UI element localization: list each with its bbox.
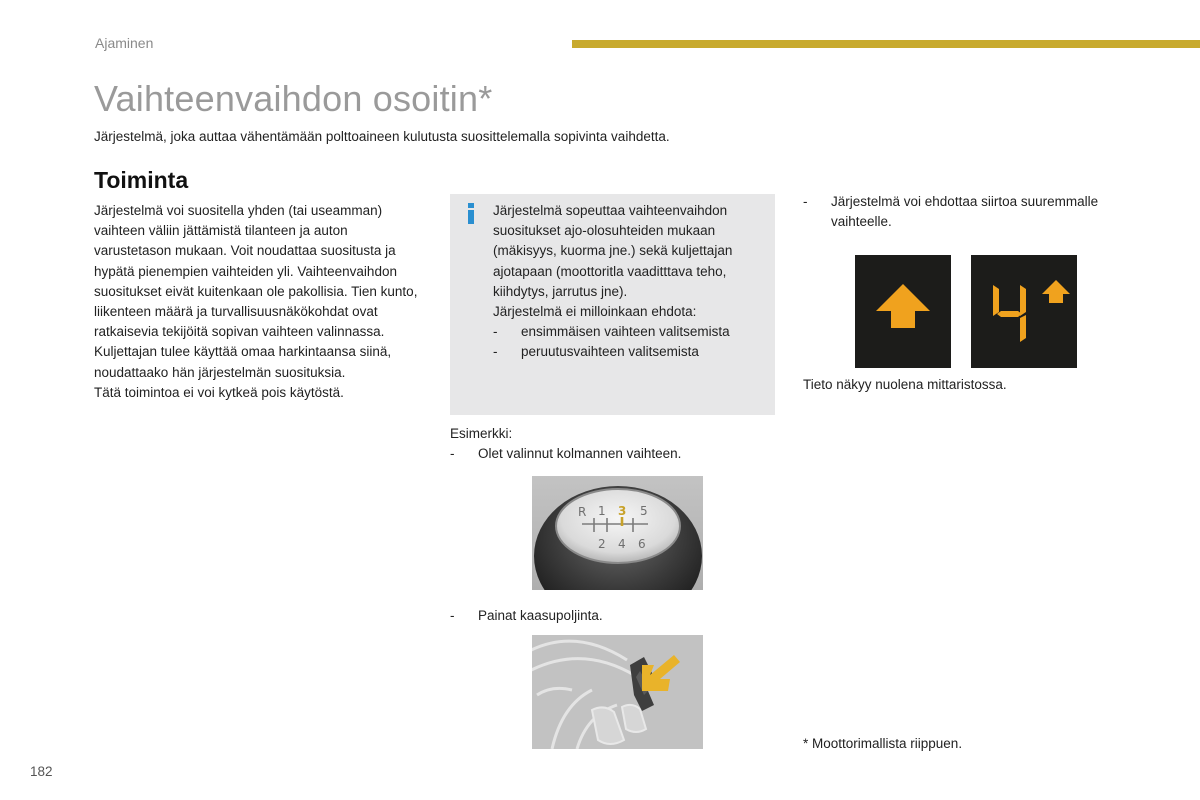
gear-knob-illustration [532,476,703,590]
example-step: Painat kaasupoljinta. [478,608,603,623]
page-number: 182 [30,764,53,779]
panel-divider [964,255,971,368]
gear-digit-4-icon [993,285,1026,342]
list-item [450,606,603,626]
page-subtitle: Järjestelmä, joka auttaa vähentämään polttoaineen kulutusta suosittelemalla sopivinta vaihdetta. [94,129,670,144]
list-dash: - [493,324,498,340]
header-accent-bar [572,40,1200,48]
accelerator-pedal-illustration [532,635,703,749]
upshift-suggestion-text: Järjestelmä voi ehdottaa siirtoa suuremmalle vaihteelle. [831,194,1099,230]
gear-digit-display [971,255,1077,368]
gear-knob-image [532,476,703,590]
up-arrow-icon [1042,280,1070,303]
list-item-text: ensimmäisen vaihteen valitsemista [521,324,730,340]
gear-label-highlighted: 3 [618,504,627,518]
gear-label: R [578,505,587,519]
list-dash: - [803,194,808,209]
list-item [450,444,770,464]
list-dash: - [450,446,455,462]
section-heading: Toiminta [94,167,189,193]
info-icon [463,202,479,224]
list-dash: - [450,608,455,623]
list-item [493,342,768,362]
section-body [94,201,424,403]
gear-label: 4 [618,537,626,551]
example-step: Olet valinnut kolmannen vaihteen. [478,446,682,462]
info-lead: Järjestelmä ei milloinkaan ehdota: [493,304,697,320]
accelerator-pedal-image [532,635,703,749]
display-caption: Tieto näkyy nuolena mittaristossa. [803,377,1007,392]
gear-label: 2 [598,537,606,551]
info-box-text [493,201,768,363]
gear-label: 5 [640,504,648,518]
up-arrow-icon [855,255,951,368]
body-paragraph: Tätä toimintoa ei voi kytkeä pois käytöstä. [94,384,344,400]
list-item [493,322,768,342]
list-item [803,192,1123,232]
gear-label: 6 [638,537,646,551]
page-title: Vaihteenvaihdon osoitin* [94,78,493,119]
list-dash: - [493,344,498,360]
section-label: Ajaminen [95,35,154,51]
footnote: * Moottorimallista riippuen. [803,736,963,751]
gear-label: 1 [598,504,606,518]
example-label: Esimerkki: [450,426,513,441]
info-paragraph: Järjestelmä sopeuttaa vaihteenvaihdon suositukset ajo-olosuhteiden mukaan (mäkisyys, kuorma jne.) sekä kuljettajan ajotapaan (moottoritla vaaditttava teho, kiihdytys, jarrutus jne). [493,203,733,299]
upshift-arrow-display [855,255,951,368]
body-paragraph: Järjestelmä voi suositella yhden (tai useamman) vaihteen väliin jättämistä tilanteen ja auton varustetason mukaan. Voit noudattaa suositusta ja hypätä pienempien vaihteiden yli. Vaihteenvaihdon suositukset eivät kuitenkaan ole pakollisia. Tien kunto, liikenteen määrä ja turvallisuusnäkökohdat ovat ratkaisevia tekijöitä sopivan vaihteen valinnassa. Kuljettajan tulee käyttää omaa harkintaansa siinä, noudattaako hän järjestelmän suosituksia. [94,203,418,380]
list-item-text: peruutusvaihteen valitsemista [521,344,699,360]
example-block [450,424,770,464]
